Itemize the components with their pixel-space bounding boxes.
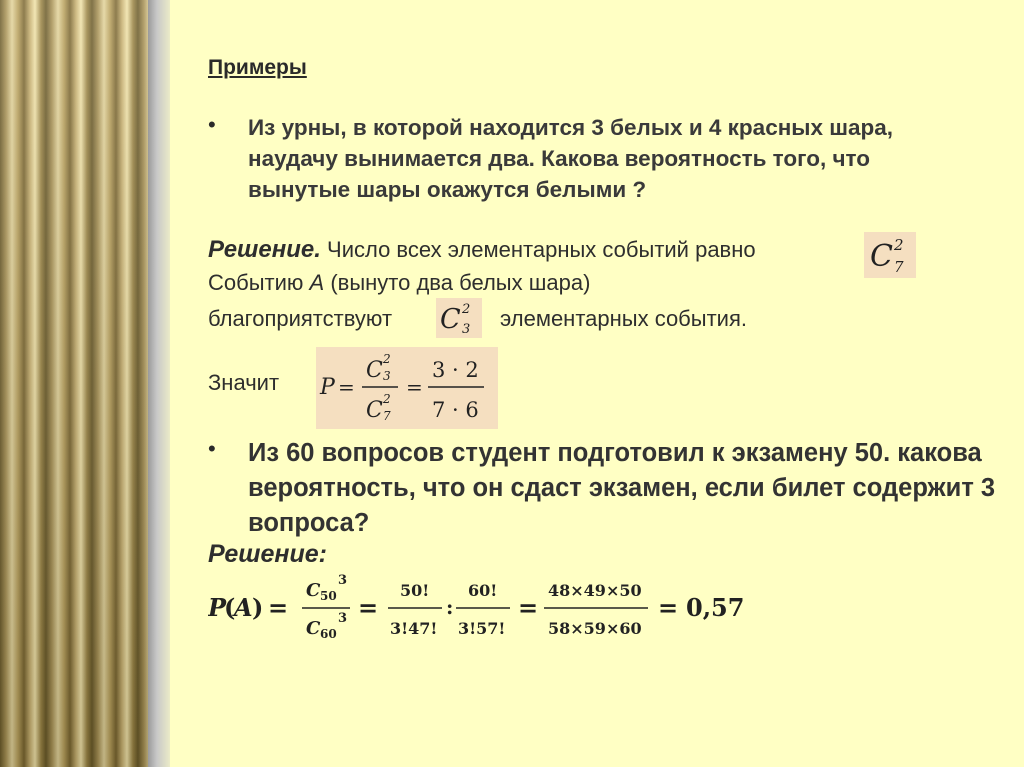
solution-2-label: Решение: — [208, 540, 327, 568]
final-answer: 0,57 — [686, 593, 745, 622]
formula-probability — [316, 347, 498, 429]
svg-text:2: 2 — [462, 302, 471, 317]
slide-content — [208, 0, 1008, 767]
svg-text:7 · 6: 7 · 6 — [432, 398, 479, 422]
solution-1-text-1: Число всех элементарных событий равно — [327, 237, 756, 262]
solution-1-line-2 — [208, 270, 590, 296]
bullet: • — [208, 436, 216, 461]
problem-2 — [208, 436, 1008, 541]
svg-text:3: 3 — [338, 573, 348, 588]
svg-text:C: C — [306, 618, 321, 639]
svg-text:2: 2 — [894, 236, 904, 254]
svg-text:A: A — [234, 593, 253, 622]
svg-text:=: = — [268, 593, 289, 622]
svg-text:3: 3 — [462, 322, 471, 337]
svg-text:48×49×50: 48×49×50 — [548, 581, 642, 600]
svg-text:C: C — [870, 239, 893, 274]
decorative-curtain — [0, 0, 148, 767]
svg-text:50: 50 — [320, 589, 337, 603]
svg-text:C: C — [440, 304, 461, 335]
svg-text:C: C — [366, 358, 383, 383]
formula-final — [208, 570, 768, 650]
svg-text:7: 7 — [894, 258, 904, 276]
svg-text::: : — [446, 595, 454, 619]
solution-1-line-4: Значит — [208, 370, 280, 395]
svg-text:(: ( — [224, 593, 236, 622]
svg-text:60: 60 — [320, 627, 337, 641]
svg-text:58×59×60: 58×59×60 — [548, 619, 642, 638]
solution-1-text-2b: (вынуто два белых шара) — [324, 270, 591, 295]
svg-text:7: 7 — [383, 409, 391, 423]
svg-text:2: 2 — [383, 352, 391, 366]
svg-text:=: = — [338, 375, 355, 399]
svg-text:=: = — [518, 593, 539, 622]
svg-text:3: 3 — [338, 611, 348, 626]
curtain-shadow — [148, 0, 170, 767]
svg-text:=: = — [358, 593, 379, 622]
problem-2-text: Из 60 вопросов студент подготовил к экзамену 50. какова вероятность, что он сдаст экзамен, если билет содержит 3 вопроса? — [248, 439, 996, 537]
solution-1-line-3a: благоприятствуют — [208, 306, 393, 331]
slide-heading: Примеры — [208, 56, 307, 79]
bullet: • — [208, 112, 216, 137]
svg-text:C: C — [366, 398, 383, 423]
svg-text:50!: 50! — [400, 581, 430, 600]
solution-label: Решение. — [208, 236, 321, 263]
solution-1-line-1 — [208, 236, 756, 264]
solution-1-line-3b: элементарных события. — [500, 306, 747, 331]
svg-text:=: = — [406, 375, 423, 399]
svg-text:3: 3 — [383, 369, 391, 383]
svg-text:2: 2 — [383, 392, 391, 406]
svg-text:P: P — [320, 375, 335, 400]
svg-text:=: = — [658, 593, 679, 622]
formula-c32 — [436, 298, 482, 338]
formula-c72 — [864, 232, 916, 278]
problem-1-text: Из урны, в которой находится 3 белых и 4 красных шара, наудачу вынимается два. Какова вероятность того, что вынутые шары окажутся белыми ? — [248, 115, 894, 202]
solution-1-text-2a: Событию — [208, 270, 310, 295]
svg-text:C: C — [306, 580, 321, 601]
problem-1 — [208, 112, 948, 205]
svg-text:P: P — [208, 593, 227, 622]
event-variable: А — [309, 270, 325, 295]
svg-text:60!: 60! — [468, 581, 498, 600]
svg-text:3!47!: 3!47! — [390, 619, 438, 638]
svg-text:3!57!: 3!57! — [458, 619, 506, 638]
svg-text:): ) — [252, 593, 264, 622]
svg-text:3 · 2: 3 · 2 — [432, 358, 479, 382]
